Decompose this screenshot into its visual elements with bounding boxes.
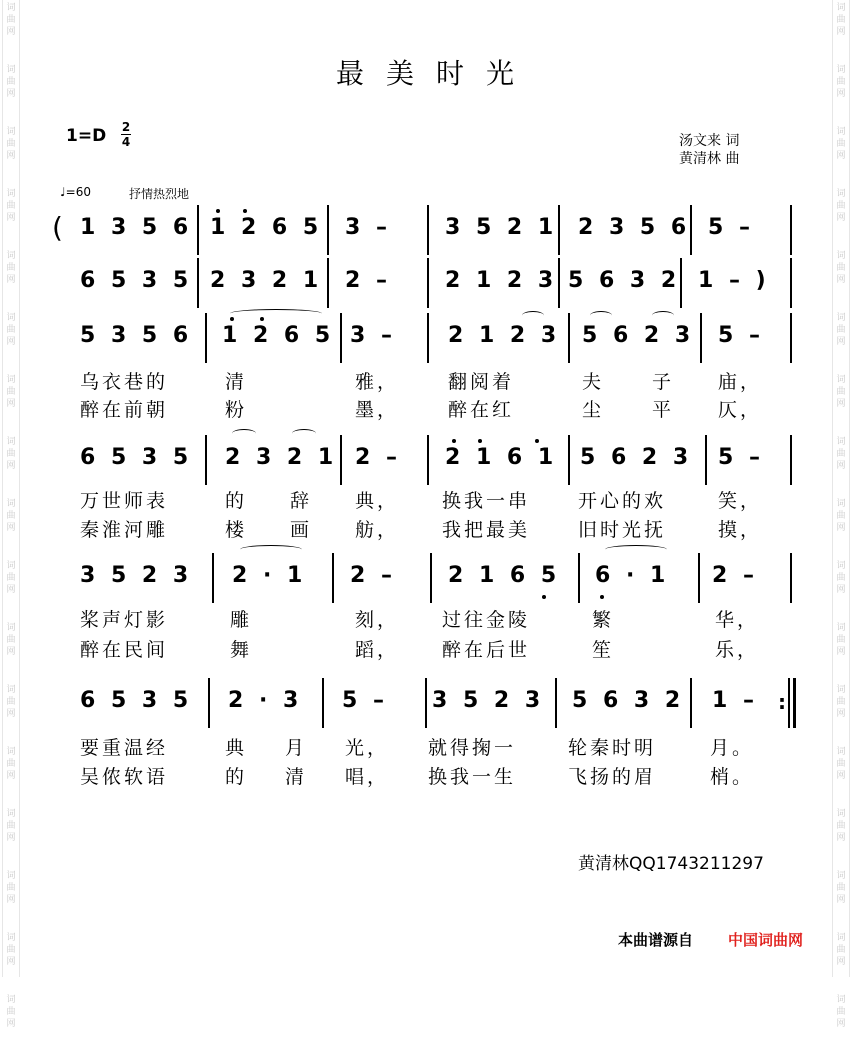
lyric: 月。 (710, 737, 755, 759)
measure: 1 – (712, 688, 758, 713)
lyric: 子 (652, 371, 675, 393)
lyric: 蹈， (355, 639, 400, 661)
watermark-char: 词 (836, 437, 846, 447)
lyric: 墨， (355, 399, 400, 421)
watermark-char: 网 (6, 151, 16, 161)
measure: 6 5 3 5 (80, 445, 193, 470)
source-label: 本曲谱源自 (618, 931, 694, 949)
lyric: 的 (225, 766, 248, 788)
watermark-char: 词 (836, 871, 846, 881)
watermark-char: 网 (836, 1019, 846, 1029)
measure: 3 – (350, 323, 396, 348)
lyric: 舞 (230, 639, 253, 661)
watermark-char: 词 (6, 3, 16, 13)
watermark-char: 词 (836, 375, 846, 385)
watermark-char: 曲 (6, 697, 16, 707)
lyric: 就得掬一 (428, 737, 517, 759)
watermark-char: 曲 (836, 325, 846, 335)
measure: 5 – (718, 445, 764, 470)
lyric: 唱， (345, 766, 390, 788)
watermark-char: 词 (6, 65, 16, 75)
watermark-char: 词 (836, 189, 846, 199)
watermark-char: 词 (6, 437, 16, 447)
measure: 3 5 2 1 (445, 215, 558, 240)
measure: 2 3 2 1 (210, 268, 323, 293)
measure: 6 5 3 5 (80, 268, 193, 293)
staff-2 (60, 258, 800, 310)
lyric: 乐， (715, 639, 760, 661)
measure: 1 2 6 5 (210, 215, 323, 240)
watermark-char: 词 (6, 375, 16, 385)
lyric: 舫， (355, 519, 400, 541)
watermark-char: 曲 (6, 883, 16, 893)
lyric: 光， (345, 737, 390, 759)
measure: 2 · 1 (232, 563, 307, 588)
lyric: 秦淮河雕 (80, 519, 169, 541)
measure: 3 5 2 3 (432, 688, 545, 713)
watermark-char: 词 (836, 313, 846, 323)
lyric: 醉在红 (448, 399, 515, 421)
lyric: 清 (225, 371, 248, 393)
lyric: 换我一生 (428, 766, 517, 788)
watermark-char: 曲 (6, 139, 16, 149)
lyric: 笙 (592, 639, 615, 661)
watermark-char: 曲 (6, 511, 16, 521)
watermark-char: 网 (6, 523, 16, 533)
watermark-char: 网 (6, 585, 16, 595)
staff-5 (60, 553, 800, 605)
right-watermark (832, 0, 850, 1029)
measure: 5 – (718, 323, 764, 348)
watermark-char: 词 (836, 251, 846, 261)
watermark-char: 词 (6, 499, 16, 509)
watermark-char: 词 (836, 65, 846, 75)
page-title: 最美时光 (335, 57, 536, 90)
watermark-char: 曲 (836, 759, 846, 769)
measure: 2 1 2 3 (448, 323, 561, 348)
measure: 5 – (708, 215, 754, 240)
watermark-char: 网 (836, 895, 846, 905)
lyric: 笑， (718, 490, 763, 512)
left-watermark (2, 0, 20, 1029)
expression-mark: 抒情热烈地 (129, 187, 190, 201)
lyricist-credit: 汤文来 词 (679, 133, 740, 149)
lyric: 雅， (355, 371, 400, 393)
lyric: 醉在后世 (442, 639, 531, 661)
lyric: 平 (652, 399, 675, 421)
watermark-char: 词 (6, 995, 16, 1005)
staff-1: ( 1 3 5 6 1 2 6 5 3 – 3 5 2 1 2 3 5 6 5 – (60, 205, 800, 257)
lyric: 楼 (225, 519, 248, 541)
measure: 5 6 3 2 (572, 688, 685, 713)
watermark-char: 网 (6, 895, 16, 905)
lyric: 清 (285, 766, 308, 788)
lyric: 月 (285, 737, 308, 759)
watermark-char: 曲 (6, 263, 16, 273)
lyric: 吴侬软语 (80, 766, 169, 788)
watermark-char: 曲 (6, 945, 16, 955)
lyric: 典 (225, 737, 248, 759)
watermark-char: 词 (836, 499, 846, 509)
lyric: 刻， (355, 609, 400, 631)
watermark-char: 曲 (836, 821, 846, 831)
lyric: 粉 (225, 399, 248, 421)
watermark-char: 曲 (836, 139, 846, 149)
measure: 5 – (342, 688, 388, 713)
measure: 2 – (712, 563, 758, 588)
measure: 1 – ) (698, 268, 770, 293)
watermark-char: 网 (6, 213, 16, 223)
lyric: 我把最美 (442, 519, 531, 541)
watermark-char: 词 (6, 251, 16, 261)
lyric: 华， (715, 609, 760, 631)
watermark-char: 词 (6, 127, 16, 137)
measure: 2 1 2 3 (445, 268, 558, 293)
lyric: 的 (225, 490, 248, 512)
measure: 5 6 2 3 (580, 445, 693, 470)
lyric: 雕 (230, 609, 253, 631)
watermark-char: 词 (6, 561, 16, 571)
lyric: 要重温经 (80, 737, 169, 759)
lyric: 画 (290, 519, 313, 541)
watermark-char: 网 (6, 337, 16, 347)
watermark-char: 词 (836, 995, 846, 1005)
watermark-char: 曲 (6, 387, 16, 397)
watermark-char: 曲 (836, 263, 846, 273)
lyric: 轮秦时明 (568, 737, 657, 759)
watermark-char: 网 (6, 27, 16, 37)
time-bottom: 4 (121, 135, 131, 149)
watermark-char: 曲 (836, 635, 846, 645)
lyric: 旧时光抚 (578, 519, 667, 541)
lyric: 万世师表 (80, 490, 169, 512)
watermark-char: 网 (6, 833, 16, 843)
watermark-char: 网 (6, 709, 16, 719)
staff-3 (60, 313, 800, 365)
watermark-char: 网 (836, 771, 846, 781)
lyric: 乌衣巷的 (80, 371, 169, 393)
watermark-char: 网 (6, 957, 16, 967)
watermark-char: 词 (6, 747, 16, 757)
measure: 2 1 6 5 (448, 563, 561, 588)
lyric: 飞扬的眉 (568, 766, 657, 788)
lyric: 桨声灯影 (80, 609, 169, 631)
watermark-char: 网 (6, 89, 16, 99)
source-site-link[interactable]: 中国词曲网 (728, 931, 804, 949)
measure: 3 – (345, 215, 391, 240)
watermark-char: 网 (836, 709, 846, 719)
watermark-char: 曲 (836, 15, 846, 25)
lyric: 夫 (582, 371, 605, 393)
watermark-char: 网 (836, 523, 846, 533)
watermark-char: 曲 (6, 1007, 16, 1017)
measure: 2 – (345, 268, 391, 293)
measure: 5 6 3 2 (568, 268, 681, 293)
measure: 6 5 3 5 (80, 688, 193, 713)
watermark-char: 词 (6, 189, 16, 199)
watermark-char: 曲 (836, 77, 846, 87)
measure: 2 3 2 1 (225, 445, 338, 470)
lyric: 典， (355, 490, 400, 512)
watermark-char: 曲 (836, 387, 846, 397)
watermark-char: 曲 (6, 573, 16, 583)
watermark-char: 词 (6, 623, 16, 633)
key-signature: 1=D (66, 126, 107, 146)
watermark-char: 词 (6, 685, 16, 695)
lyric: 翻阅着 (448, 371, 515, 393)
watermark-char: 词 (836, 809, 846, 819)
watermark-char: 网 (836, 461, 846, 471)
watermark-char: 词 (836, 623, 846, 633)
watermark-char: 网 (836, 275, 846, 285)
watermark-char: 网 (836, 647, 846, 657)
watermark-char: 网 (6, 399, 16, 409)
watermark-char: 曲 (6, 201, 16, 211)
measure: 3 5 2 3 (80, 563, 193, 588)
lyric: 庙， (718, 371, 763, 393)
watermark-char: 词 (6, 313, 16, 323)
watermark-char: 曲 (6, 449, 16, 459)
staff-4 (60, 435, 800, 487)
lyric: 尘 (582, 399, 605, 421)
watermark-char: 网 (836, 151, 846, 161)
watermark-char: 网 (836, 399, 846, 409)
watermark-char: 曲 (6, 635, 16, 645)
watermark-char: 网 (836, 27, 846, 37)
measure: 2 · 3 (228, 688, 303, 713)
watermark-char: 曲 (836, 883, 846, 893)
watermark-char: 网 (836, 833, 846, 843)
measure: 2 1 6 1 (445, 445, 558, 470)
lyric: 仄， (718, 399, 763, 421)
watermark-char: 网 (6, 771, 16, 781)
watermark-char: 网 (836, 337, 846, 347)
lyric: 醉在前朝 (80, 399, 169, 421)
lyric: 摸， (718, 519, 763, 541)
tempo-mark: ♩=60 (60, 185, 91, 199)
measure: 1 3 5 6 (80, 215, 193, 240)
watermark-char: 词 (836, 561, 846, 571)
watermark-char: 网 (6, 1019, 16, 1029)
watermark-char: 词 (6, 871, 16, 881)
watermark-char: 词 (836, 933, 846, 943)
composer-credit: 黄清林 曲 (679, 151, 740, 167)
watermark-char: 词 (836, 685, 846, 695)
lyric: 繁 (592, 609, 615, 631)
watermark-char: 曲 (836, 945, 846, 955)
lyric: 换我一串 (442, 490, 531, 512)
watermark-char: 网 (836, 89, 846, 99)
watermark-char: 曲 (6, 821, 16, 831)
watermark-char: 词 (836, 127, 846, 137)
arranger-signature: 黄清林QQ1743211297 (578, 854, 764, 874)
time-top: 2 (121, 120, 131, 134)
watermark-char: 曲 (836, 511, 846, 521)
measure: 2 – (350, 563, 396, 588)
watermark-char: 词 (6, 809, 16, 819)
watermark-char: 曲 (836, 201, 846, 211)
watermark-char: 曲 (836, 449, 846, 459)
lyric: 醉在民间 (80, 639, 169, 661)
staff-6: 6 5 3 5 2 · 3 5 – 3 5 2 3 5 6 3 2 1 – : (60, 678, 800, 730)
watermark-char: 曲 (6, 15, 16, 25)
watermark-char: 网 (836, 957, 846, 967)
watermark-char: 词 (836, 3, 846, 13)
watermark-char: 网 (6, 461, 16, 471)
measure: 1 2 6 5 (222, 323, 335, 348)
time-signature (121, 120, 131, 149)
watermark-char: 曲 (836, 697, 846, 707)
watermark-char: 曲 (6, 759, 16, 769)
measure: 2 3 5 6 (578, 215, 691, 240)
measure: 6 · 1 (595, 563, 670, 588)
measure: 5 3 5 6 (80, 323, 193, 348)
watermark-char: 网 (836, 213, 846, 223)
measure: 2 – (355, 445, 401, 470)
lyric: 过往金陵 (442, 609, 531, 631)
watermark-char: 网 (836, 585, 846, 595)
watermark-char: 词 (836, 747, 846, 757)
watermark-char: 网 (6, 275, 16, 285)
watermark-char: 曲 (6, 77, 16, 87)
lyric: 开心的欢 (578, 490, 667, 512)
watermark-char: 曲 (6, 325, 16, 335)
lyric: 辞 (290, 490, 313, 512)
watermark-char: 词 (6, 933, 16, 943)
watermark-char: 曲 (836, 1007, 846, 1017)
measure: 5 6 2 3 (582, 323, 695, 348)
lyric: 梢。 (710, 766, 755, 788)
watermark-char: 网 (6, 647, 16, 657)
watermark-char: 曲 (836, 573, 846, 583)
